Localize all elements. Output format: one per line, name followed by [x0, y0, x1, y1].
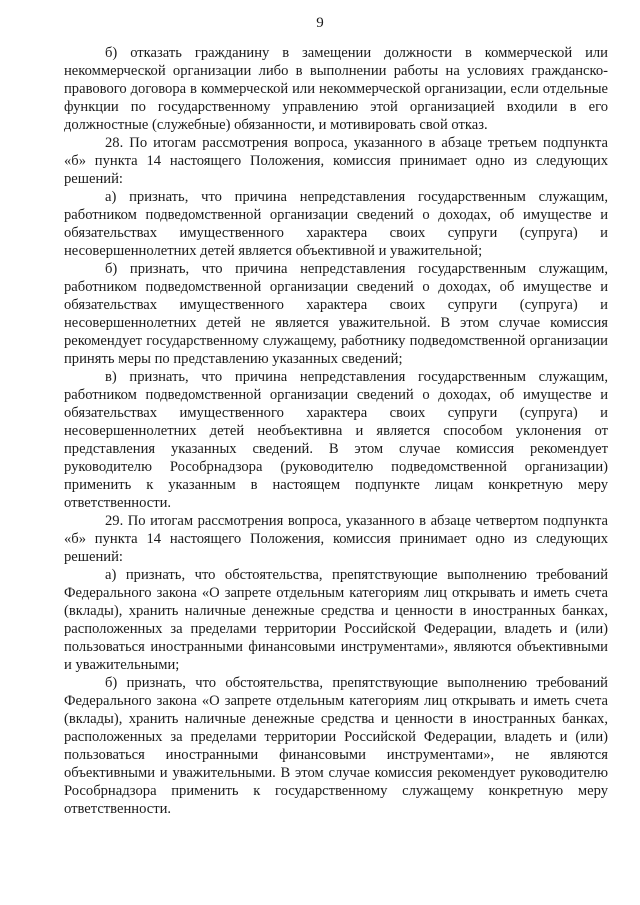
document-body	[64, 44, 608, 818]
paragraph-29-intro: 29. По итогам рассмотрения вопроса, указанного в абзаце четвертом подпункта «б» пункта 14 настоящего Положения, комиссия принимает одно из следующих решений:	[64, 513, 608, 565]
paragraph-28-v: в) признать, что причина непредставления государственным служащим, работником подведомственной организации сведений о доходах, об имуществе и обязательствах имущественного характера своих супруги (супруга) и несовершеннолетних детей необъективна и является способом уклонения от представления указанных сведений. В этом случае комиссия рекомендует руководителю Рособрнадзора (руководителю подведомственной организации) применить к указанным в настоящем подпункте лицам конкретную меру ответственности.	[64, 369, 608, 511]
paragraph-28-b: б) признать, что причина непредставления государственным служащим, работником подведомственной организации сведений о доходах, об имуществе и обязательствах имущественного характера своих супруги (супруга) и несовершеннолетних детей не является уважительной. В этом случае комиссия рекомендует государственному служащему, работнику подведомственной организации принять меры по представлению указанных сведений;	[64, 261, 608, 367]
paragraph-28-intro: 28. По итогам рассмотрения вопроса, указанного в абзаце третьем подпункта «б» пункта 14 настоящего Положения, комиссия принимает одно из следующих решений:	[64, 135, 608, 187]
page-number: 9	[316, 15, 324, 31]
paragraph-29-b: б) признать, что обстоятельства, препятствующие выполнению требований Федерального закона «О запрете отдельным категориям лиц открывать и иметь счета (вклады), хранить наличные денежные средства и ценности в иностранных банках, расположенных за пределами территории Российской Федерации, владеть и (или) пользоваться иностранными финансовыми инструментами», не являются объективными и уважительными. В этом случае комиссия рекомендует руководителю Рособрнадзора применить к государственному служащему конкретную меру ответственности.	[64, 675, 608, 817]
paragraph-28-a: а) признать, что причина непредставления государственным служащим, работником подведомственной организации сведений о доходах, об имуществе и обязательствах имущественного характера своих супруги (супруга) и несовершеннолетних детей является объективной и уважительной;	[64, 189, 608, 259]
paragraph-refusal: б) отказать гражданину в замещении должности в коммерческой или некоммерческой организации либо в выполнении работы на условиях гражданско-правового договора в коммерческой или некоммерческой организации, если отдельные функции по государственному управлению этой организацией входили в его должностные (служебные) обязанности, и мотивировать свой отказ.	[64, 45, 608, 133]
paragraph-29-a: а) признать, что обстоятельства, препятствующие выполнению требований Федерального закона «О запрете отдельным категориям лиц открывать и иметь счета (вклады), хранить наличные денежные средства и ценности в иностранных банках, расположенных за пределами территории Российской Федерации, владеть и (или) пользоваться иностранными финансовыми инструментами», являются объективными и уважительными;	[64, 567, 608, 673]
